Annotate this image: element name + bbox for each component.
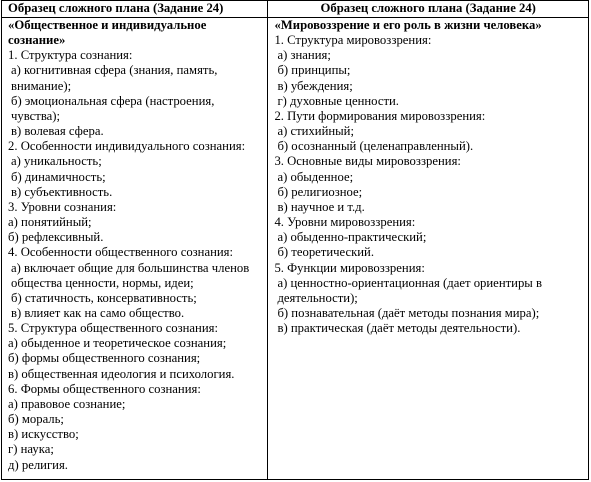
plans-table (1, 0, 589, 480)
plan-item: а) стихийный; (277, 124, 354, 139)
plan-item: 5. Функции мировоззрения: (274, 260, 425, 275)
plan-item: б) динамичность; (11, 169, 106, 184)
plan-item: д) религия. (8, 457, 68, 472)
plan-item: 3. Уровни сознания: (8, 199, 117, 214)
plan-item: 2. Пути формирования мировоззрения: (274, 108, 486, 123)
plan-item: б) осознанный (целенаправленный). (277, 139, 474, 154)
plan-item: б) познавательная (даёт методы познания мира); (277, 305, 540, 320)
plan-item: б) статичность, консервативность; (11, 290, 197, 305)
right-column-header: Образец сложного плана (Задание 24) (268, 1, 589, 18)
plan-item: в) влияет как на само общество. (11, 305, 185, 320)
plan-item: б) теоретический. (277, 245, 375, 260)
plan-item: б) религиозное; (277, 184, 363, 199)
plan-item: а) включает общие для большинства членов общества ценности, нормы, идеи; (11, 260, 250, 290)
content-row (2, 18, 589, 480)
plan-item: в) общественная идеология и психология. (8, 366, 235, 381)
plan-item: в) субъективность. (11, 184, 113, 199)
plan-item: а) уникальность; (11, 154, 102, 169)
right-plan-cell (268, 18, 589, 480)
plan-item: в) практическая (даёт методы деятельности). (277, 321, 521, 336)
plan-item: а) обыденное; (277, 169, 354, 184)
plan-item: а) когнитивная сфера (знания, память, внимание); (11, 63, 218, 93)
plan-item: г) духовные ценности. (277, 93, 399, 108)
plan-item: б) мораль; (8, 412, 64, 427)
plan-item: а) правовое сознание; (8, 396, 126, 411)
plan-item: а) ценностно-ориентационная (дает ориентиры в деятельности); (277, 275, 542, 305)
header-row (2, 1, 589, 18)
plan-item: 3. Основные виды мировоззрения: (274, 154, 461, 169)
plan-item: а) знания; (277, 48, 331, 63)
right-plan-title: «Мировоззрение и его роль в жизни человека» (274, 18, 542, 32)
plan-item: б) формы общественного сознания; (8, 351, 201, 366)
plan-item: 4. Уровни мировоззрения: (274, 215, 416, 230)
plan-item: б) эмоциональная сфера (настроения, чувства); (11, 93, 215, 123)
plan-item: б) принципы; (277, 63, 351, 78)
plan-item: в) научное и т.д. (277, 199, 365, 214)
plan-item: 1. Структура мировоззрения: (274, 33, 432, 48)
plan-item: а) понятийный; (8, 215, 92, 230)
plan-item: 1. Структура сознания: (8, 48, 133, 63)
left-plan (2, 18, 267, 473)
plan-item: 6. Формы общественного сознания: (8, 381, 201, 396)
plan-item: б) рефлексивный. (8, 230, 104, 245)
plan-item: 2. Особенности индивидуального сознания: (8, 139, 246, 154)
plan-item: а) обыденное и теоретическое сознания; (8, 336, 227, 351)
plan-item: а) обыденно-практический; (277, 230, 427, 245)
plan-item: 4. Особенности общественного сознания: (8, 245, 234, 260)
left-plan-title: «Общественное и индивидуальное сознание» (8, 18, 207, 48)
plan-item: в) искусство; (8, 427, 79, 442)
left-column-header: Образец сложного плана (Задание 24) (2, 1, 268, 18)
plan-item: в) убеждения; (277, 78, 353, 93)
plan-item: 5. Структура общественного сознания: (8, 321, 218, 336)
left-plan-cell (2, 18, 268, 480)
plan-item: в) волевая сфера. (11, 124, 104, 139)
right-plan (268, 18, 588, 336)
plan-item: г) наука; (8, 442, 54, 457)
right-plan-lines (274, 33, 582, 336)
left-plan-lines (8, 48, 263, 472)
